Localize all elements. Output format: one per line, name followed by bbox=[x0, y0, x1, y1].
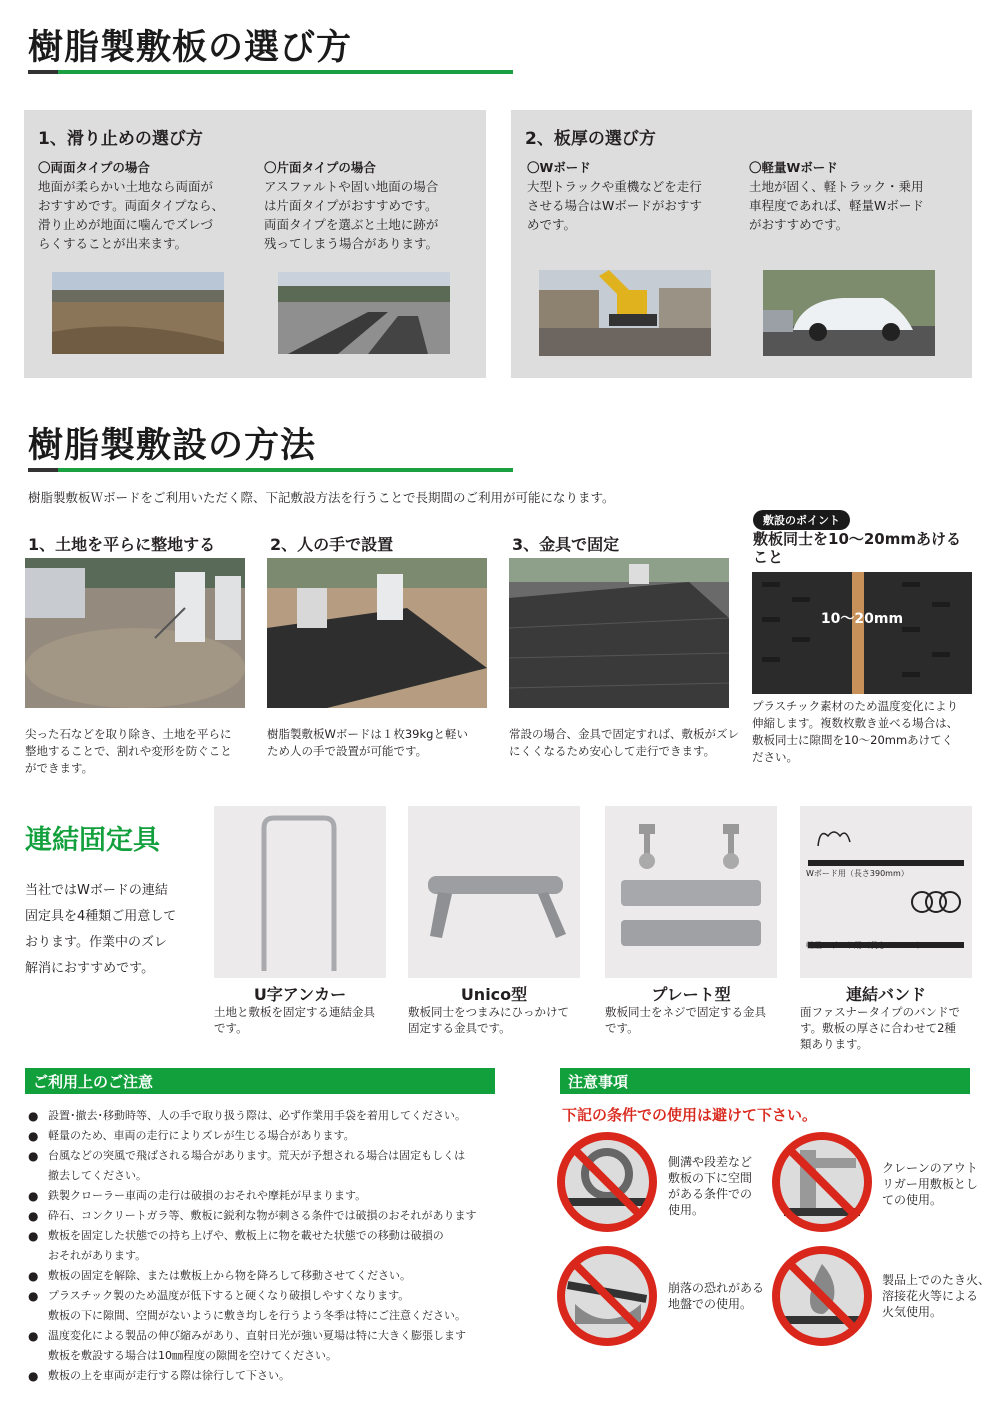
step-1-title: 1、土地を平らに整地する bbox=[28, 535, 216, 554]
w-line: めです。 bbox=[527, 217, 577, 232]
both-line: らくすることが出来ます。 bbox=[38, 236, 188, 251]
no-fire-icon bbox=[770, 1244, 874, 1348]
caution-text-4 bbox=[882, 1272, 997, 1320]
fixtures-desc bbox=[25, 878, 176, 982]
usage-item-cont: 敷板を敷設する場合は10㎜程度の隙間を空けてください。 bbox=[48, 1349, 337, 1362]
band-w-label: Wボード用（長さ390mm） bbox=[806, 869, 909, 878]
desc-line: ため人の手で設置が可能です。 bbox=[267, 744, 428, 758]
band-desc bbox=[800, 1004, 982, 1052]
caution-line: がある条件での bbox=[668, 1187, 753, 1201]
gap-photo bbox=[752, 572, 972, 694]
both-line: おすすめです。両面タイプなら、 bbox=[38, 198, 225, 213]
desc-line: 伸縮します。複数枚敷き並べる場合は、 bbox=[752, 716, 959, 730]
caution-line: 崩落の恐れがある bbox=[668, 1281, 765, 1295]
usage-item: ● 設置･撤去･移動時等、人の手で取り扱う際は、必ず作業用手袋を着用してください。 bbox=[28, 1106, 508, 1126]
usage-item: ● 軽量のため、車両の走行によりズレが生じる場合があります。 bbox=[28, 1126, 508, 1146]
car-photo bbox=[763, 270, 935, 356]
usage-item: ● 敷板の上を車両が走行する際は徐行して下さい。 bbox=[28, 1366, 508, 1386]
unico-name: Unico型 bbox=[460, 985, 528, 1004]
caution-line: 火気使用。 bbox=[882, 1305, 943, 1319]
point-title-line: こと bbox=[753, 548, 784, 566]
u-anchor-name: U字アンカー bbox=[253, 985, 347, 1004]
step-2-desc bbox=[267, 726, 497, 760]
desc-line: 敷板同士をネジで固定する金具 bbox=[605, 1005, 766, 1019]
desc-line: 固定具を4種類ご用意して bbox=[25, 909, 177, 924]
thickness-heading: 2、板厚の選び方 bbox=[525, 129, 656, 149]
desc-line: にくくなるため安心して走行できます。 bbox=[509, 744, 716, 758]
single-line: 残ってしまう場合があります。 bbox=[264, 236, 439, 251]
w-line: させる場合はWボードがおすす bbox=[527, 198, 702, 213]
u-anchor-image bbox=[214, 806, 386, 978]
step-1-desc bbox=[25, 726, 255, 777]
gap-label: 10～20mm bbox=[820, 611, 904, 627]
leveling-photo bbox=[25, 558, 245, 708]
single-sided-label: 〇片面タイプの場合 bbox=[264, 160, 376, 175]
light-line: がおすすめです。 bbox=[749, 217, 849, 232]
caution-line: クレーンのアウト bbox=[882, 1161, 978, 1175]
section-title-method: 樹脂製敷設の方法 bbox=[28, 426, 317, 466]
no-gap-icon bbox=[555, 1130, 659, 1234]
title-underline bbox=[28, 70, 513, 74]
plate-image bbox=[605, 806, 777, 978]
usage-item: ● 鉄製クローラー車両の走行は破損のおそれや摩耗が早まります。 bbox=[28, 1186, 508, 1206]
desc-line: 敷板同士に隙間を10～20mmあけてく bbox=[752, 733, 954, 747]
desc-line: 常設の場合、金具で固定すれば、敷板がズレ bbox=[509, 727, 739, 741]
usage-item-cont: 撤去してください。 bbox=[48, 1169, 147, 1182]
caution-line: 使用。 bbox=[668, 1203, 705, 1217]
caution-subtitle: 下記の条件での使用は避けて下さい。 bbox=[562, 1106, 818, 1124]
usage-item-cont: おそれがあります。 bbox=[48, 1249, 147, 1262]
plate-desc bbox=[605, 1004, 787, 1036]
light-board-label: 〇軽量Wボード bbox=[749, 160, 838, 175]
light-line: 土地が固く、軽トラック・乗用 bbox=[749, 179, 924, 194]
w-board-label: 〇Wボード bbox=[527, 160, 591, 175]
caution-line: ての使用。 bbox=[882, 1193, 943, 1207]
usage-item: ● 砕石、コンクリートガラ等、敷板に鋭利な物が刺さる条件では破損のおそれがあります bbox=[28, 1206, 508, 1226]
desc-line: プラスチック素材のため温度変化により bbox=[752, 699, 959, 713]
caution-line: 地盤での使用。 bbox=[668, 1297, 753, 1311]
single-line: は片面タイプがおすすめです。 bbox=[264, 198, 438, 213]
caution-line: 溶接花火等による bbox=[882, 1289, 979, 1303]
usage-list bbox=[28, 1106, 508, 1386]
caution-line: リガー用敷板とし bbox=[882, 1177, 978, 1191]
desc-line: 樹脂製敷板Wボードは１枚39kgと軽い bbox=[267, 727, 468, 741]
usage-header: ご利用上のご注意 bbox=[25, 1068, 495, 1094]
no-crane-icon bbox=[770, 1130, 874, 1234]
band-light-label: 軽量Wボード用（長さ360mm） bbox=[806, 941, 925, 950]
light-board-block bbox=[749, 158, 969, 234]
light-line: 車程度であれば、軽量Wボード bbox=[749, 198, 924, 213]
w-line: 大型トラックや重機などを走行 bbox=[527, 179, 702, 194]
caution-text-3 bbox=[668, 1280, 778, 1312]
desc-line: おります。作業中のズレ bbox=[25, 935, 167, 950]
u-anchor-desc bbox=[214, 1004, 396, 1036]
band-name: 連結バンド bbox=[845, 985, 926, 1004]
plate-name: プレート型 bbox=[651, 985, 731, 1004]
desc-line: 類あります。 bbox=[800, 1037, 869, 1051]
desc-line: 尖った石などを取り除き、土地を平らに bbox=[25, 727, 232, 741]
both-sided-label: 〇両面タイプの場合 bbox=[38, 160, 150, 175]
soft-ground-photo bbox=[52, 272, 224, 354]
both-line: 滑り止めが地面に噛んでズレづ bbox=[38, 217, 214, 232]
fixing-photo bbox=[509, 558, 729, 708]
desc-line: す。敷板の厚さに合わせて2種 bbox=[800, 1021, 956, 1035]
desc-line: 整地することで、割れや変形を防ぐこと bbox=[25, 744, 232, 758]
caution-header: 注意事項 bbox=[560, 1068, 970, 1094]
desc-line: 当社ではWボードの連結 bbox=[25, 883, 168, 898]
desc-line: です。 bbox=[214, 1021, 248, 1035]
method-intro: 樹脂製敷板Ｗボードをご利用いただく際、下記敷設方法を行うことで長期間のご利用が可能になります。 bbox=[28, 490, 615, 505]
desc-line: 敷板同士をつまみにひっかけて bbox=[408, 1005, 569, 1019]
point-desc bbox=[752, 698, 982, 766]
caution-line: 敷板の下に空間 bbox=[668, 1171, 753, 1185]
step-3-desc bbox=[509, 726, 739, 760]
usage-item: ● プラスチック製のため温度が低下すると硬くなり破損しやすくなります。 bbox=[28, 1286, 508, 1306]
excavator-photo bbox=[539, 270, 711, 356]
slip-choice-box bbox=[24, 110, 486, 378]
single-line: アスファルトや固い地面の場合 bbox=[264, 179, 439, 194]
unico-desc bbox=[408, 1004, 590, 1036]
usage-item: ● 温度変化による製品の伸び縮みがあり、直射日光が強い夏場は特に大きく膨張します bbox=[28, 1326, 508, 1346]
point-title-line: 敷板同士を10～20mmあける bbox=[753, 530, 962, 548]
both-sided-block bbox=[38, 158, 263, 253]
desc-line: 土地と敷板を固定する連結金具 bbox=[214, 1005, 375, 1019]
unico-image bbox=[408, 806, 580, 978]
manual-install-photo bbox=[267, 558, 487, 708]
desc-line: です。 bbox=[605, 1021, 639, 1035]
desc-line: ができます。 bbox=[25, 761, 94, 775]
desc-line: 固定する金具です。 bbox=[408, 1021, 511, 1035]
caution-text-1 bbox=[668, 1154, 778, 1218]
desc-line: 面ファスナータイプのバンドで bbox=[800, 1005, 960, 1019]
caution-line: 製品上でのたき火、 bbox=[882, 1273, 991, 1287]
single-sided-block bbox=[264, 158, 484, 253]
caution-line: 側溝や段差など bbox=[668, 1155, 753, 1169]
asphalt-photo bbox=[278, 272, 450, 354]
usage-item: ● 敷板を固定した状態での持ち上げや、敷板上に物を載せた状態での移動は破損の bbox=[28, 1226, 508, 1246]
point-badge: 敷設のポイント bbox=[753, 510, 850, 530]
band-image bbox=[800, 806, 972, 978]
no-collapse-icon bbox=[555, 1244, 659, 1348]
fixtures-title: 連結固定具 bbox=[25, 825, 160, 856]
title-underline bbox=[28, 468, 513, 472]
single-line: 両面タイプを選ぶと土地に跡が bbox=[264, 217, 439, 232]
point-title bbox=[753, 530, 983, 566]
desc-line: ださい。 bbox=[752, 750, 798, 764]
w-board-block bbox=[527, 158, 747, 234]
usage-item: ● 台風などの突風で飛ばされる場合があります。荒天が予想される場合は固定もしくは bbox=[28, 1146, 508, 1166]
slip-heading: 1、滑り止めの選び方 bbox=[38, 129, 203, 149]
thickness-choice-box bbox=[511, 110, 972, 378]
step-3-title: 3、金具で固定 bbox=[512, 535, 620, 554]
desc-line: 解消におすすめです。 bbox=[25, 961, 155, 976]
caution-text-2 bbox=[882, 1160, 992, 1208]
step-2-title: 2、人の手で設置 bbox=[270, 535, 394, 554]
usage-item-cont: 敷板の下に隙間、空間がないように敷き均しを行うよう冬季は特にご注意ください。 bbox=[48, 1309, 466, 1322]
section-title-choose: 樹脂製敷板の選び方 bbox=[28, 28, 353, 68]
usage-item: ● 敷板の固定を解除、または敷板上から物を降ろして移動させてください。 bbox=[28, 1266, 508, 1286]
both-line: 地面が柔らかい土地なら両面が bbox=[38, 179, 214, 194]
